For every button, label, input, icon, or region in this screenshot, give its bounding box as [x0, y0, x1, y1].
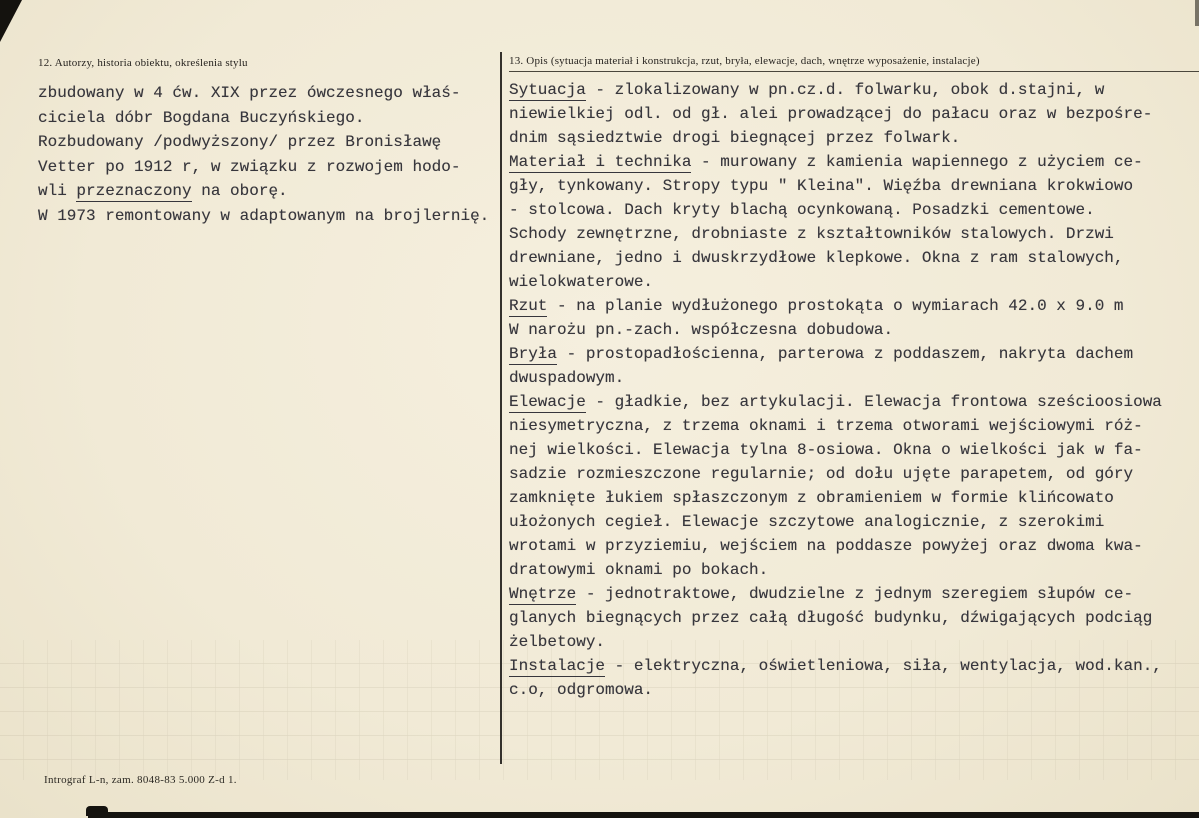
text-segment: gły, tynkowany. Stropy typu " Kleina". Więźba drewniana krokwiowo — [509, 177, 1134, 195]
column-divider-line — [500, 52, 502, 764]
section-12-header: 12. Autorzy, historia obiektu, określenia stylu — [38, 57, 248, 69]
typewritten-line — [38, 106, 500, 131]
text-segment: c.o, odgromowa. — [509, 681, 654, 699]
text-segment: ułożonych cegieł. Elewacje szczytowe analogicznie, z szerokimi — [509, 513, 1105, 531]
typewritten-line — [509, 414, 1199, 438]
text-segment: sadzie rozmieszczone regularnie; od dołu ujęte parapetem, od góry — [509, 465, 1134, 483]
text-segment: W 1973 remontowany w adaptowanym na brojlernię. — [38, 206, 490, 225]
typewritten-line — [509, 246, 1199, 270]
typewritten-line — [509, 102, 1199, 126]
underlined-term: Elewacje — [509, 393, 586, 411]
scan-artifact-top-left — [0, 0, 22, 42]
typewritten-line — [509, 174, 1199, 198]
text-segment: Schody zewnętrzne, drobniaste z kształtowników stalowych. Drzwi — [509, 225, 1114, 243]
text-segment: Rozbudowany /podwyższony/ przez Bronisławę — [38, 133, 442, 151]
text-segment: zamknięte łukiem spłaszczonym z obramieniem w formie klińcowato — [509, 489, 1114, 507]
printer-imprint: Intrograf L-n, zam. 8048-83 5.000 Z-d 1. — [44, 774, 237, 786]
typewritten-line — [38, 155, 500, 180]
text-segment: wielokwaterowe. — [509, 273, 654, 291]
typewritten-line — [509, 342, 1199, 366]
typewritten-line — [509, 486, 1199, 510]
typewritten-line — [509, 678, 1199, 702]
typewritten-line — [509, 510, 1199, 534]
typewritten-line — [509, 150, 1199, 174]
text-segment: W narożu pn.-zach. współczesna dobudowa. — [509, 321, 894, 339]
text-segment: - jednotraktowe, dwudzielne z jednym szeregiem słupów ce- — [576, 585, 1134, 603]
underlined-term: Bryła — [509, 345, 558, 363]
typewritten-line — [509, 126, 1199, 150]
text-segment: drewniane, jedno i dwuskrzydłowe klepkowe. Okna z ram stalowych, — [509, 249, 1124, 267]
text-segment: na oborę. — [191, 182, 288, 200]
typewritten-line — [509, 366, 1199, 390]
text-segment: - gładkie, bez artykulacji. Elewacja frontowa sześcioosiowa — [585, 393, 1162, 411]
text-segment: - prostopadłościenna, parterowa z poddaszem, nakryta dachem — [557, 345, 1134, 363]
text-segment: - elektryczna, oświetleniowa, siła, wentylacja, wod.kan., — [605, 657, 1162, 675]
text-segment: niewielkiej odl. od gł. alei prowadzącej do pałacu oraz w bezpośre- — [509, 105, 1153, 123]
text-segment: wli — [38, 182, 77, 200]
underlined-term: Rzut — [509, 297, 548, 315]
underlined-term: przeznaczony — [76, 182, 192, 200]
underlined-term: Materiał i technika — [509, 153, 692, 171]
scan-artifact-top-right — [1195, 0, 1199, 26]
typewritten-line — [509, 270, 1199, 294]
typewritten-line — [509, 78, 1199, 102]
text-segment: nej wielkości. Elewacja tylna 8-osiowa. Okna o wielkości jak w fa- — [509, 441, 1143, 459]
underlined-term: Wnętrze — [509, 585, 577, 603]
typewritten-line — [38, 179, 500, 204]
text-segment: żelbetowy. — [509, 633, 606, 651]
typewritten-line — [509, 654, 1199, 678]
underlined-term: Instalacje — [509, 657, 606, 675]
underlined-term: Sytuacja — [509, 81, 586, 99]
text-segment: - murowany z kamienia wapiennego z użyciem ce- — [691, 153, 1143, 171]
typewritten-line — [509, 606, 1199, 630]
text-segment: dnim sąsiedztwie drogi biegnącej przez folwark. — [509, 129, 961, 147]
section-12-typewritten-text — [38, 81, 500, 228]
typewritten-line — [509, 534, 1199, 558]
section-authors-history — [38, 57, 500, 228]
text-segment: ciciela dóbr Bogdana Buczyńskiego. — [38, 108, 365, 127]
typewritten-line — [38, 204, 500, 229]
typewritten-line — [509, 294, 1199, 318]
text-segment: - na planie wydłużonego prostokąta o wymiarach 42.0 x 9.0 m — [547, 297, 1124, 315]
text-segment: wrotami w przyziemiu, wejściem na poddasze powyżej oraz dwoma kwa- — [509, 537, 1143, 555]
text-segment: - stolcowa. Dach kryty blachą ocynkowaną. Posadzki cementowe. — [509, 201, 1095, 219]
section-13-typewritten-text — [509, 78, 1199, 702]
typewritten-line — [509, 582, 1199, 606]
section-description — [509, 55, 1199, 702]
text-segment: Vetter po 1912 r, w związku z rozwojem hodo- — [38, 157, 461, 176]
section-13-header: 13. Opis (sytuacja materiał i konstrukcja, rzut, bryła, elewacje, dach, wnętrze wyposażenie, instalacje) — [509, 55, 1199, 72]
text-segment: dwuspadowym. — [509, 369, 625, 387]
scan-artifact-bottom-edge — [88, 812, 1199, 818]
text-segment: zbudowany w 4 ćw. XIX przez ówczesnego właś- — [38, 84, 461, 102]
text-segment: - zlokalizowany w pn.cz.d. folwarku, obok d.stajni, w — [585, 81, 1105, 99]
typewritten-line — [509, 390, 1199, 414]
typewritten-line — [509, 558, 1199, 582]
typewritten-line — [509, 198, 1199, 222]
typewritten-line — [509, 222, 1199, 246]
text-segment: niesymetryczna, z trzema oknami i trzema otworami wejściowymi róż- — [509, 417, 1143, 435]
text-segment: dratowymi oknami po bokach. — [509, 561, 769, 579]
typewritten-line — [509, 318, 1199, 342]
typewritten-line — [38, 130, 500, 155]
typewritten-line — [509, 630, 1199, 654]
text-segment: glanych biegnących przez całą długość budynku, dźwigających podciąg — [509, 609, 1153, 627]
typewritten-line — [509, 438, 1199, 462]
typewritten-line — [38, 81, 500, 106]
typewritten-line — [509, 462, 1199, 486]
